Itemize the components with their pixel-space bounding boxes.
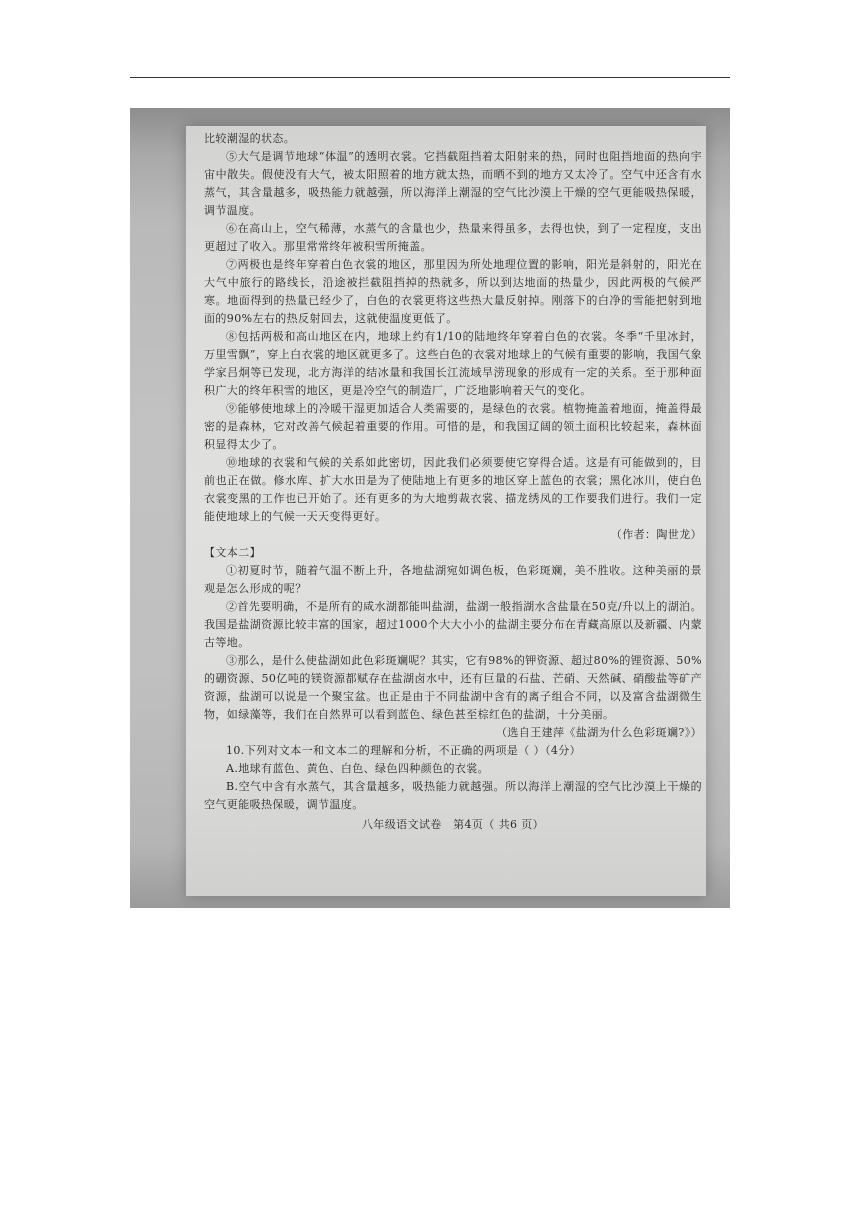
text2-paragraph-1: ①初夏时节，随着气温不断上升，各地盐湖宛如调色板，色彩斑斓，美不胜收。这种美丽的景观是怎么形成的呢？	[204, 564, 702, 595]
page-footer: 八年级语文试卷 第4页（ 共6 页）	[361, 818, 545, 831]
exam-page-photo	[130, 108, 730, 908]
paragraph-7: ⑦两极也是终年穿着白色衣裳的地区，那里因为所处地理位置的影响，阳光是斜射的，阳光在大气中旅行的路线长，沿途被拦截阻挡掉的热就多，所以到达地面的热量少，因此两极的气候严寒。地面得到的热量已经少了，白色的衣裳更将这些热大量反射掉。刚落下的白净的雪能把射到地面的90%左右的热反射回去，这就使温度更低了。	[204, 258, 702, 325]
header-rule	[130, 77, 730, 78]
text2-paragraph-2: ②首先要明确，不是所有的咸水湖都能叫盐湖，盐湖一般指湖水含盐量在50克/升以上的湖泊。我国是盐湖资源比较丰富的国家，超过1000个大大小小的盐湖主要分布在青藏高原以及新疆、内蒙古等地。	[204, 600, 702, 649]
paragraph-9: ⑨能够使地球上的冷暖干湿更加适合人类需要的，是绿色的衣裳。植物掩盖着地面，掩盖得最密的是森林，它对改善气候起着重要的作用。可惜的是，和我国辽阔的领土面积比较起来，森林面积显得太少了。	[204, 402, 702, 451]
source-citation: （选自王建萍《盐湖为什么色彩斑斓?》）	[496, 726, 702, 739]
paragraph-5: ⑤大气是调节地球“体温”的透明衣裳。它挡截阻挡着太阳射来的热，同时也阻挡地面的热向宇宙中散失。假使没有大气，被太阳照着的地方就太热，而晒不到的地方又太冷了。空气中还含有水蒸气，其含量越多，吸热能力就越强，所以海洋上潮湿的空气比沙漠上干燥的空气更能吸热保暖，调节温度。	[204, 150, 702, 217]
paragraph-8: ⑧包括两极和高山地区在内，地球上约有1/10的陆地终年穿着白色的衣裳。冬季“千里冰封，万里雪飘”，穿上白衣裳的地区就更多了。这些白色的衣裳对地球上的气候有重要的影响，我国气象学家吕炯等已发现，北方海洋的结冰量和我国长江流域旱涝现象的形成有一定的关系。至于那种面积广大的终年积雪的地区，更是冷空气的制造厂，广泛地影响着天气的变化。	[204, 330, 702, 397]
text2-heading: 【文本二】	[204, 546, 261, 559]
continued-line: 比较潮湿的状态。	[204, 132, 296, 145]
exam-text-body	[204, 130, 702, 834]
question-10: 10.下列对文本一和文本二的理解和分析，不正确的两项是（ ）（4分）	[226, 744, 582, 757]
paragraph-10: ⑩地球的衣裳和气候的关系如此密切，因此我们必须要使它穿得合适。这是有可能做到的，目前也正在做。修水库、扩大水田是为了使陆地上有更多的地区穿上蓝色的衣裳；黑化冰川，使白色衣裳变黑的工作也已开始了。还有更多的为大地剪裁衣裳、描龙绣凤的工作要我们进行。我们一定能使地球上的气候一天天变得更好。	[204, 456, 702, 523]
author-credit: （作者：陶世龙）	[610, 528, 702, 541]
paragraph-6: ⑥在高山上，空气稀薄，水蒸气的含量也少，热量来得虽多，去得也快，到了一定程度，支出更超过了收入。那里常常终年被积雪所掩盖。	[204, 222, 702, 253]
option-b: B.空气中含有水蒸气，其含量越多，吸热能力就越强。所以海洋上潮湿的空气比沙漠上干燥的空气更能吸热保暖，调节温度。	[204, 780, 702, 811]
text2-paragraph-3: ③那么，是什么使盐湖如此色彩斑斓呢？其实，它有98%的钾资源、超过80%的锂资源、50%的硼资源、50亿吨的镁资源都赋存在盐湖卤水中，还有巨量的石盐、芒硝、天然碱、硝酸盐等矿产资源，盐湖可以说是一个聚宝盆。也正是由于不同盐湖中含有的离子组合不同，以及富含盐湖微生物，如绿藻等，我们在自然界可以看到蓝色、绿色甚至棕红色的盐湖，十分美丽。	[204, 654, 702, 721]
option-a: A.地球有蓝色、黄色、白色、绿色四种颜色的衣裳。	[226, 762, 490, 775]
